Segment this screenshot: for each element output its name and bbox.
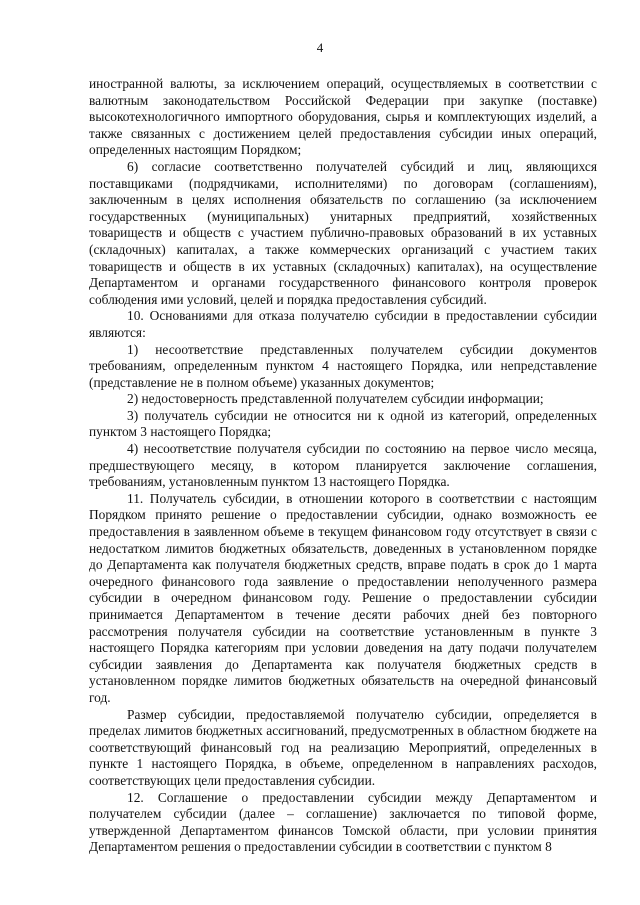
- paragraph-section-10: 10. Основаниями для отказа получателю субсидии в предоставлении субсидии являются:: [89, 308, 597, 340]
- paragraph-item-6: 6) согласие соответственно получателей субсидий и лиц, являющихся поставщиками (подрядчиками, исполнителями) по договорам (соглашениям), заключенным в целях исполнения обязательств по соглашению (за исключением государственных (муниципальных) унитарных предприятий, хозяйственных товариществ и обществ с участием публично-правовых образований в их уставных (складочных) капиталах, а также коммерческих организаций с участием таких товариществ и обществ в их уставных (складочных) капиталах), на осуществление Департаментом и органами государственного финансового контроля проверок соблюдения ими условий, целей и порядка предоставления субсидий.: [89, 158, 597, 307]
- paragraph-item-3: 3) получатель субсидии не относится ни к одной из категорий, определенных пунктом 3 настоящего Порядка;: [89, 407, 597, 440]
- paragraph-continuation: иностранной валюты, за исключением операций, осуществляемых в соответствии с валютным законодательством Российской Федерации при закупке (поставке) высокотехнологичного импортного оборудования, сырья и комплектующих изделий, а также связанных с достижением целей предоставления субсидии иных операций, определенных настоящим Порядком;: [89, 76, 597, 158]
- document-body: [89, 76, 597, 856]
- paragraph-section-11: 11. Получатель субсидии, в отношении которого в соответствии с настоящим Порядком принято решение о предоставлении субсидии, однако возможность ее предоставления в заявленном объеме в текущем финансовом году отсутствует в связи с недостатком лимитов бюджетных обязательств, доведенных в установленном порядке до Департамента как получателя бюджетных средств, вправе подать в срок до 1 марта очередного финансового года заявление о предоставлении неполученного размера субсидии в очередном финансовом году. Решение о предоставлении субсидии принимается Департаментом в течение десяти рабочих дней без повторного рассмотрения получателя субсидии на соответствие установленным в пункте 3 настоящего Порядка категориям при условии доведения на дату подачи получателем субсидии заявления до Департамента как получателя бюджетных средств в установленном порядке лимитов бюджетных обязательств на очередной финансовый год.: [89, 490, 597, 705]
- page-number: 4: [316, 40, 324, 55]
- paragraph-item-2: 2) недостоверность представленной получателем субсидии информации;: [127, 391, 544, 407]
- paragraph-item-1: 1) несоответствие представленных получателем субсидии документов требованиям, определенным пунктом 4 настоящего Порядка, или непредставление (представление не в полном объеме) указанных документов;: [89, 341, 597, 390]
- paragraph-subsidy-size: Размер субсидии, предоставляемой получателю субсидии, определяется в пределах лимитов бюджетных ассигнований, предусмотренных в областном бюджете на соответствующий финансовый год на реализацию Мероприятий, определенных в пункте 1 настоящего Порядка, в объеме, определенном в направлениях расходов, соответствующих цели предоставления субсидии.: [89, 706, 597, 788]
- paragraph-section-12: 12. Соглашение о предоставлении субсидии между Департаментом и получателем субсидии (далее – соглашение) заключается по типовой форме, утвержденной Департаментом финансов Томской области, при условии принятия Департаментом решения о предоставлении субсидии в соответствии с пунктом 8: [89, 789, 597, 855]
- paragraph-item-4: 4) несоответствие получателя субсидии по состоянию на первое число месяца, предшествующего месяцу, в котором планируется заключение соглашения, требованиям, установленным пунктом 13 настоящего Порядка.: [89, 441, 597, 490]
